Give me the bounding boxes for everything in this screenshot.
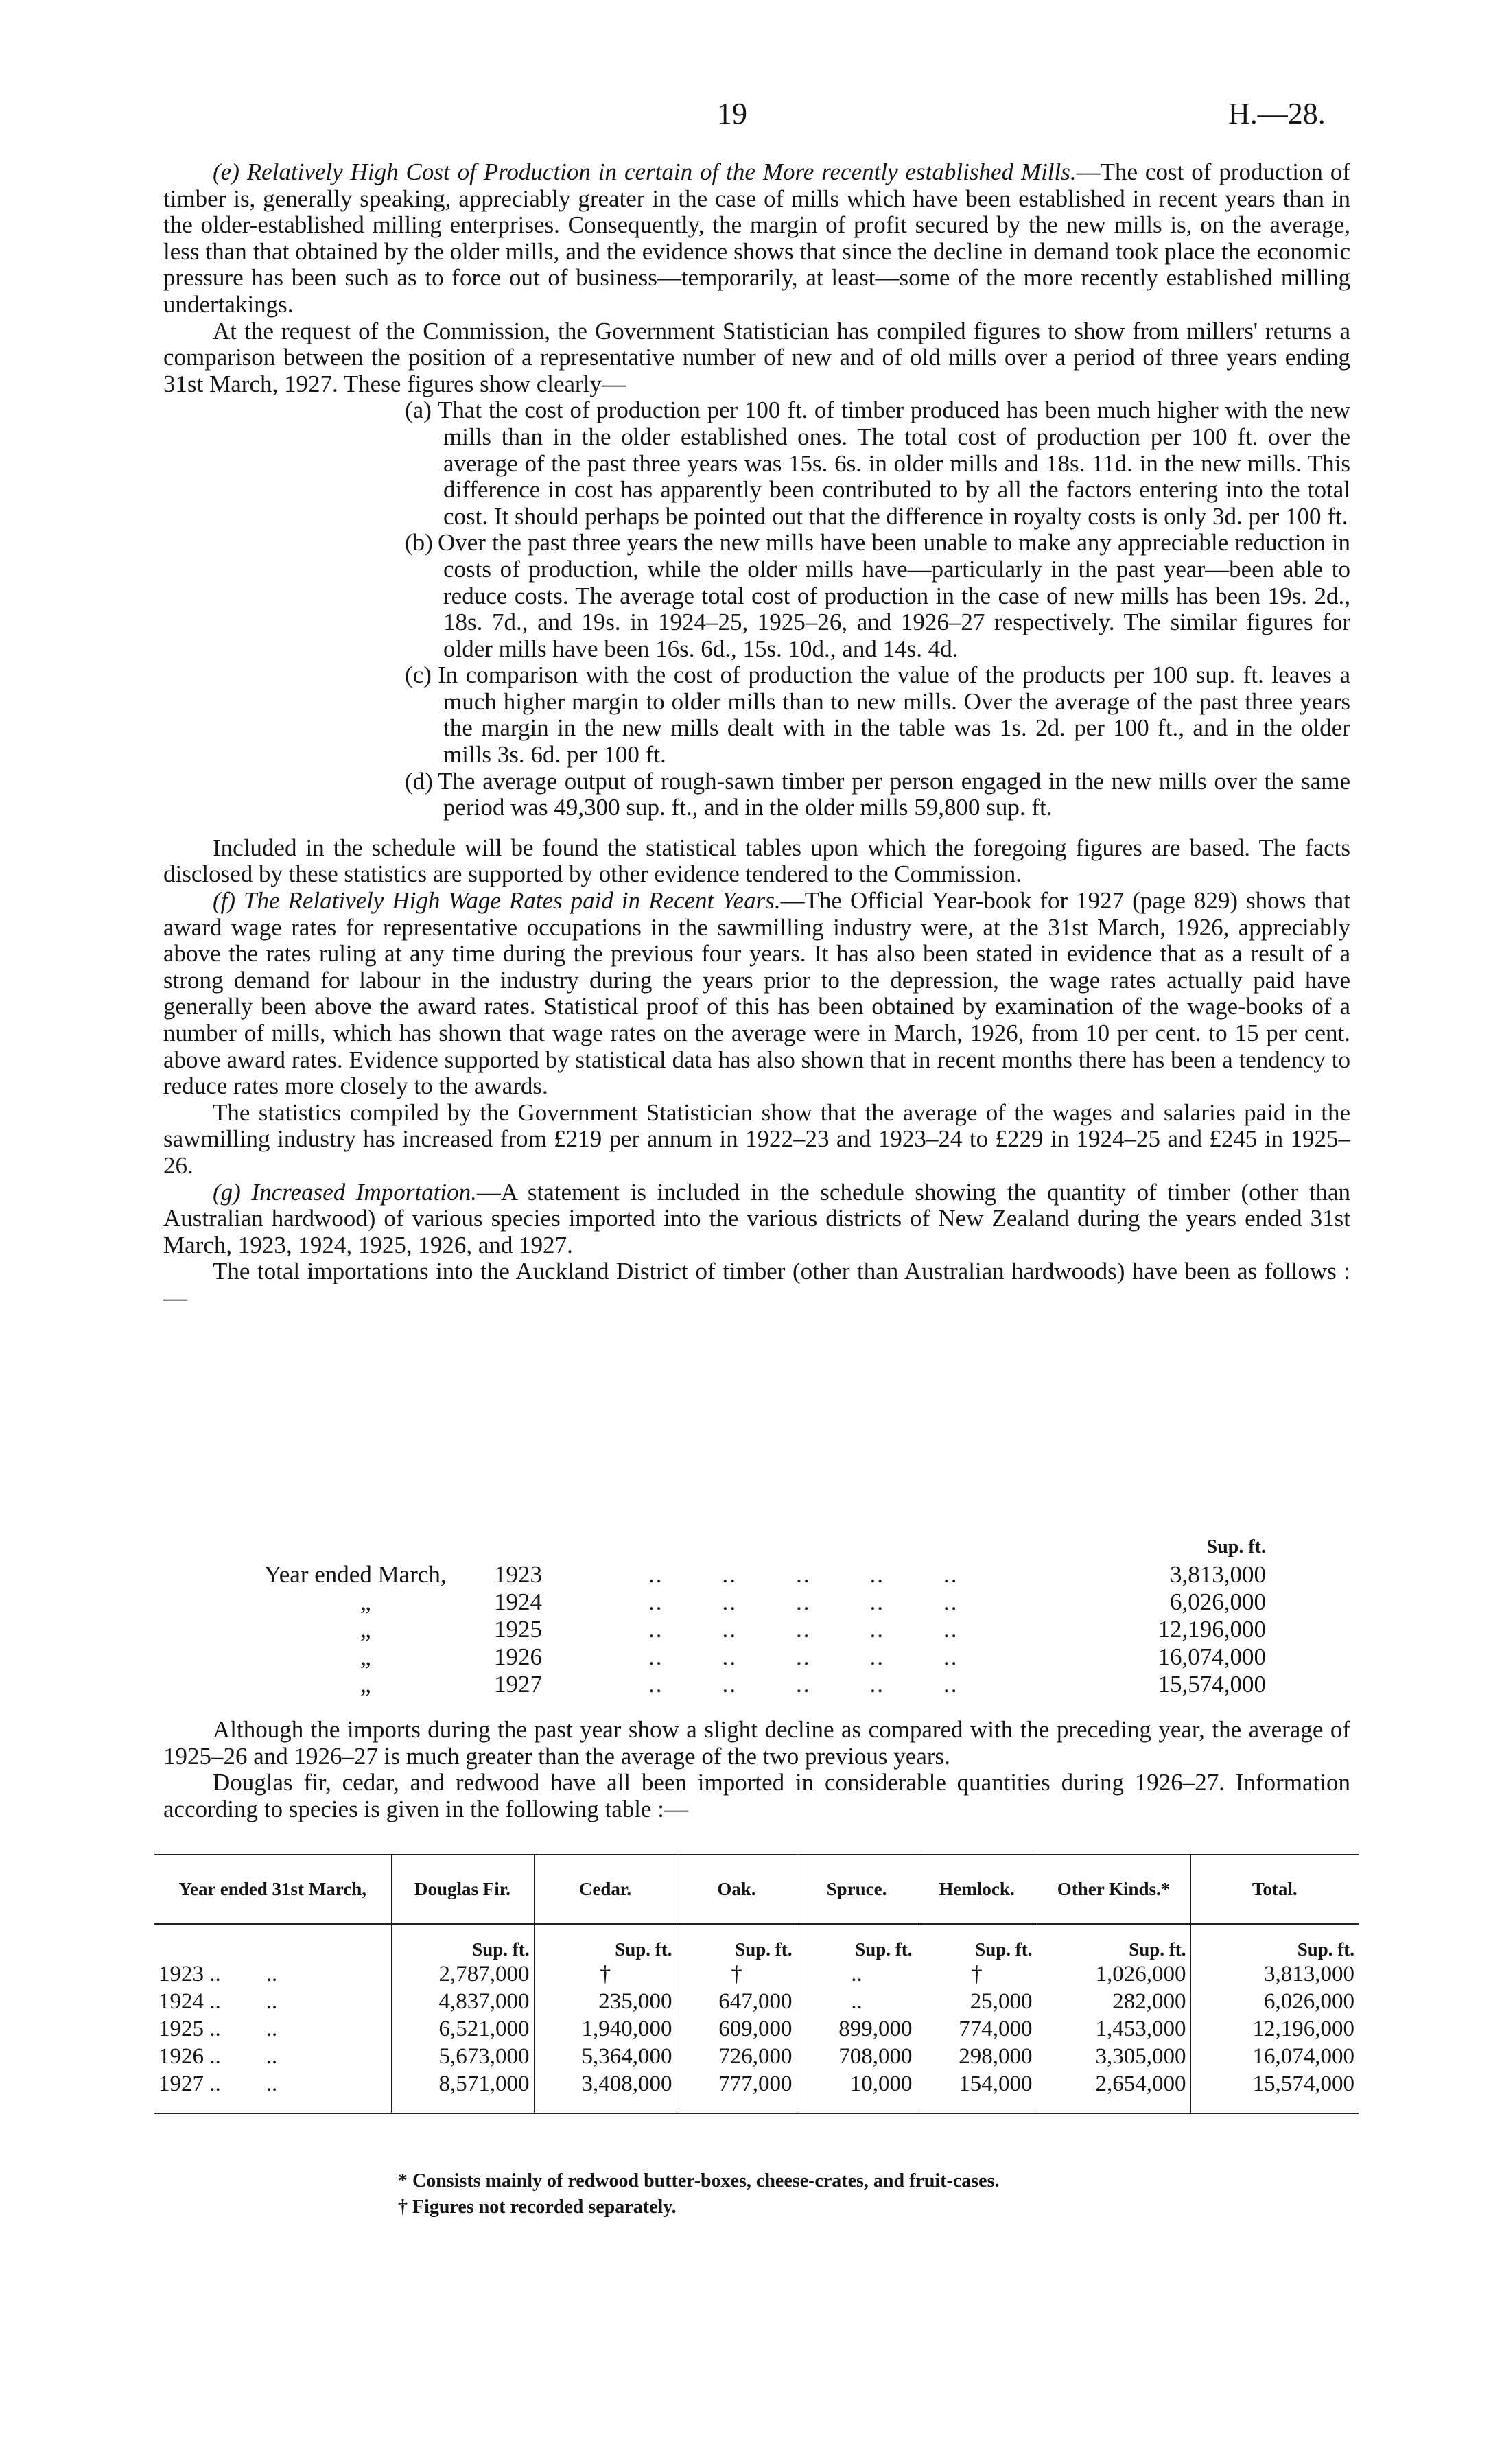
- section-e-heading: (e) Relatively High Cost of Production in certain of the More recently established Mills.: [213, 159, 1077, 185]
- row-year: 1923: [159, 1961, 204, 1986]
- table-cell: 899,000: [797, 2015, 917, 2043]
- section-f-paragraph: [163, 888, 1350, 1100]
- column-header-hemlock: Hemlock.: [917, 1854, 1037, 1925]
- leader-dots: .. ..: [209, 1961, 278, 1986]
- list-item-a: [163, 397, 1350, 530]
- auckland-unit-label: Sup. ft.: [1206, 1536, 1266, 1558]
- table-cell: 5,673,000: [391, 2043, 534, 2070]
- table-cell: †: [677, 1960, 797, 1988]
- column-header-year: Year ended 31st March,: [154, 1854, 391, 1925]
- table-cell: 154,000: [917, 2070, 1037, 2113]
- auckland-row-value: 12,196,000: [1158, 1616, 1266, 1643]
- table-row: [154, 2043, 1359, 2070]
- unit-cell: Sup. ft.: [1037, 1924, 1190, 1960]
- section-e-paragraph: [163, 159, 1350, 318]
- list-item-c: [163, 662, 1350, 768]
- imports-by-species-table: [154, 1853, 1359, 2114]
- section-g-paragraph-3: Although the imports during the past year show a slight decline as compared with the preceding year, the average of 1925–26 and 1926–27 is much greater than the average of the two previous years.: [163, 1716, 1350, 1770]
- table-cell: 1,940,000: [534, 2015, 677, 2043]
- table-cell: 25,000: [917, 1988, 1037, 2015]
- list-item-b: [163, 530, 1350, 662]
- unit-cell: Sup. ft.: [677, 1924, 797, 1960]
- table-row: [154, 2015, 1359, 2043]
- table-cell: 2,787,000: [391, 1960, 534, 1988]
- list-label-a: (a): [405, 397, 432, 424]
- table-cell: 8,571,000: [391, 2070, 534, 2113]
- table-cell: 6,521,000: [391, 2015, 534, 2043]
- list-label-c: (c): [405, 661, 432, 689]
- list-text-d: The average output of rough-sawn timber per person engaged in the new mills over the same period was 49,300 sup. ft., and in the older mills 59,800 sup. ft.: [438, 767, 1350, 821]
- leader-dots: .. .. .. .. ..: [648, 1643, 959, 1670]
- unit-cell: Sup. ft.: [917, 1924, 1037, 1960]
- table-row: [154, 2070, 1359, 2113]
- list-item-d: [163, 768, 1350, 821]
- table-header-row: [154, 1854, 1359, 1925]
- ditto-mark: „: [360, 1616, 371, 1643]
- table-cell: 5,364,000: [534, 2043, 677, 2070]
- leader-dots: .. ..: [209, 2043, 278, 2069]
- table-cell: 16,074,000: [1190, 2043, 1359, 2070]
- auckland-row-year: 1925: [494, 1616, 542, 1643]
- auckland-row-year: 1927: [494, 1671, 542, 1698]
- ditto-mark: „: [360, 1671, 371, 1698]
- table-footnotes: [398, 2168, 999, 2220]
- unit-cell: Sup. ft.: [534, 1924, 677, 1960]
- table-cell: 235,000: [534, 1988, 677, 2015]
- table-cell: 12,196,000: [1190, 2015, 1359, 2043]
- table-cell: 777,000: [677, 2070, 797, 2113]
- auckland-row: [264, 1616, 1266, 1643]
- auckland-imports-list: [264, 1534, 1266, 1698]
- footnote-not-recorded: † Figures not recorded separately.: [398, 2196, 677, 2218]
- row-year: 1927: [159, 2071, 204, 2096]
- section-f-paragraph-2: The statistics compiled by the Government Statistician show that the average of the wages and salaries paid in the sawmilling industry has increased from £219 per annum in 1922–23 and 1923–24 to £229 in 1924–25 and £245 in 1925–26.: [163, 1099, 1350, 1179]
- leader-dots: .. ..: [209, 1988, 278, 2014]
- section-e-paragraph-2: At the request of the Commission, the Government Statistician has compiled figures to show from millers' returns a comparison between the position of a representative number of new and of old mills over a period of three years ending 31st March, 1927. These figures show clearly—: [163, 317, 1350, 397]
- leader-dots: .. ..: [209, 2071, 278, 2096]
- section-g-paragraph-2: The total importations into the Auckland District of timber (other than Australian hardwoods) have been as follows :—: [163, 1258, 1350, 1311]
- table-cell: 726,000: [677, 2043, 797, 2070]
- row-year-cell: [154, 1960, 391, 1988]
- section-f-heading: (f) The Relatively High Wage Rates paid in Recent Years.: [213, 887, 781, 915]
- section-e-text: —The cost of production of timber is, generally speaking, appreciably greater in the case of mills which have been established in recent years than in the older-established milling enterprises. Consequently, the margin of profit secured by the new mills is, on the average, less than that obtained by the older mills, and the evidence shows that since the decline in demand took place the economic pressure has been such as to force out of business—temporarily, at least—some of the more recently established milling undertakings.: [163, 159, 1350, 318]
- table-cell: 10,000: [797, 2070, 917, 2113]
- leader-dots: .. ..: [209, 2016, 278, 2041]
- row-year-cell: [154, 2043, 391, 2070]
- unit-cell: [154, 1924, 391, 1960]
- ditto-mark: „: [360, 1643, 371, 1670]
- auckland-row-value: 3,813,000: [1170, 1561, 1266, 1588]
- row-year: 1924: [159, 1988, 204, 2014]
- auckland-row-year: 1923: [494, 1561, 542, 1588]
- leader-dots: .. .. .. .. ..: [648, 1561, 959, 1588]
- list-text-c: In comparison with the cost of production the value of the products per 100 sup. ft. leaves a much higher margin to older mills than to new mills. Over the average of the past three years the margin in the new mills dealt with in the table was 1s. 2d. per 100 ft., and in the older mills 3s. 6d. per 100 ft.: [438, 661, 1350, 768]
- unit-cell: Sup. ft.: [1190, 1924, 1359, 1960]
- table-cell: 1,453,000: [1037, 2015, 1190, 2043]
- unit-cell: Sup. ft.: [797, 1924, 917, 1960]
- table-cell: 298,000: [917, 2043, 1037, 2070]
- table-cell: †: [917, 1960, 1037, 1988]
- table-cell: 6,026,000: [1190, 1988, 1359, 2015]
- auckland-unit-row: [264, 1534, 1266, 1561]
- table-cell: 3,813,000: [1190, 1960, 1359, 1988]
- auckland-row-value: 15,574,000: [1158, 1671, 1266, 1698]
- footnote-other-kinds: * Consists mainly of redwood butter-boxes, cheese-crates, and fruit-cases.: [398, 2170, 1000, 2192]
- auckland-row-value: 6,026,000: [1170, 1588, 1266, 1615]
- list-label-b: (b): [405, 529, 433, 556]
- table-row: [154, 1960, 1359, 1988]
- row-year-cell: [154, 1988, 391, 2015]
- column-header-oak: Oak.: [677, 1854, 797, 1925]
- body-text-top: [163, 159, 1350, 1312]
- list-text-a: That the cost of production per 100 ft. of timber produced has been much higher with the new mills than in the older established ones. The total cost of production per 100 ft. over the average of the past three years was 15s. 6s. in older mills and 18s. 11d. in the new mills. This difference in cost has apparently been contributed to by all the factors entering into the total cost. It should perhaps be pointed out that the difference in royalty costs is only 3d. per 100 ft.: [438, 397, 1350, 530]
- auckland-row-year: 1926: [494, 1643, 542, 1670]
- table-units-row: [154, 1924, 1359, 1960]
- document-reference: H.—28.: [1228, 97, 1326, 130]
- section-e-paragraph-3: Included in the schedule will be found the statistical tables upon which the foregoing figures are based. The facts disclosed by these statistics are supported by other evidence tendered to the Commission.: [163, 834, 1350, 888]
- table-cell: 15,574,000: [1190, 2070, 1359, 2113]
- section-g-text: —A statement is included in the schedule showing the quantity of timber (other than Australian hardwood) of various species imported into the various districts of New Zealand during the years ended 31st March, 1923, 1924, 1925, 1926, and 1927.: [163, 1178, 1350, 1258]
- row-year: 1926: [159, 2043, 204, 2069]
- list-label-d: (d): [405, 767, 433, 795]
- table-cell: 3,408,000: [534, 2070, 677, 2113]
- auckland-row-year: 1924: [494, 1588, 542, 1615]
- leader-dots: .. .. .. .. ..: [648, 1588, 959, 1615]
- ditto-mark: „: [360, 1588, 371, 1615]
- auckland-row: [264, 1643, 1266, 1671]
- row-year-cell: [154, 2015, 391, 2043]
- column-header-spruce: Spruce.: [797, 1854, 917, 1925]
- section-g-paragraph-4: Douglas fir, cedar, and redwood have all been imported in considerable quantities during 1926–27. Information according to species is given in the following table :—: [163, 1769, 1350, 1822]
- unit-cell: Sup. ft.: [391, 1924, 534, 1960]
- table-cell: ..: [797, 1960, 917, 1988]
- auckland-row: [264, 1671, 1266, 1698]
- table-cell: †: [534, 1960, 677, 1988]
- page-number: 19: [717, 97, 747, 130]
- table-cell: 4,837,000: [391, 1988, 534, 2015]
- table-cell: 774,000: [917, 2015, 1037, 2043]
- leader-dots: .. .. .. .. ..: [648, 1616, 959, 1643]
- auckland-row-label: Year ended March,: [264, 1561, 447, 1588]
- auckland-row-value: 16,074,000: [1158, 1643, 1266, 1670]
- section-g-heading: (g) Increased Importation.: [213, 1178, 477, 1206]
- table-cell: 647,000: [677, 1988, 797, 2015]
- column-header-douglas-fir: Douglas Fir.: [391, 1854, 534, 1925]
- row-year: 1925: [159, 2016, 204, 2041]
- table-row: [154, 1988, 1359, 2015]
- auckland-row: [264, 1588, 1266, 1616]
- column-header-total: Total.: [1190, 1854, 1359, 1925]
- body-text-bottom: [163, 1717, 1350, 1822]
- list-text-b: Over the past three years the new mills have been unable to make any appreciable reduction in costs of production, while the older mills have—particularly in the past year—been able to reduce costs. The average total cost of production in the case of new mills has been 19s. 2d., 18s. 7d., and 19s. in 1924–25, 1925–26, and 1926–27 respectively. The similar figures for older mills have been 16s. 6d., 15s. 10d., and 14s. 4d.: [438, 529, 1350, 662]
- table-cell: 3,305,000: [1037, 2043, 1190, 2070]
- table-cell: 282,000: [1037, 1988, 1190, 2015]
- table-cell: 2,654,000: [1037, 2070, 1190, 2113]
- leader-dots: .. .. .. .. ..: [648, 1671, 959, 1698]
- column-header-other-kinds: Other Kinds.*: [1037, 1854, 1190, 1925]
- section-g-paragraph: [163, 1180, 1350, 1259]
- table-cell: 708,000: [797, 2043, 917, 2070]
- column-header-cedar: Cedar.: [534, 1854, 677, 1925]
- table-cell: 609,000: [677, 2015, 797, 2043]
- section-f-text: —The Official Year-book for 1927 (page 829) shows that award wage rates for representative occupations in the sawmilling industry were, at the 31st March, 1926, appreciably above the rates ruling at any time during the previous four years. It has also been stated in evidence that as a result of a strong demand for labour in the industry during the years prior to the depression, the wage rates actually paid have generally been above the award rates. Statistical proof of this has been obtained by examination of the wage-books of a number of mills, which has shown that wage rates on the average were in March, 1926, from 10 per cent. to 15 per cent. above award rates. Evidence supported by statistical data has also shown that in recent months there has been a tendency to reduce rates more closely to the awards.: [163, 887, 1350, 1100]
- table-cell: 1,026,000: [1037, 1960, 1190, 1988]
- row-year-cell: [154, 2070, 391, 2113]
- auckland-row: [264, 1561, 1266, 1588]
- table-cell: ..: [797, 1988, 917, 2015]
